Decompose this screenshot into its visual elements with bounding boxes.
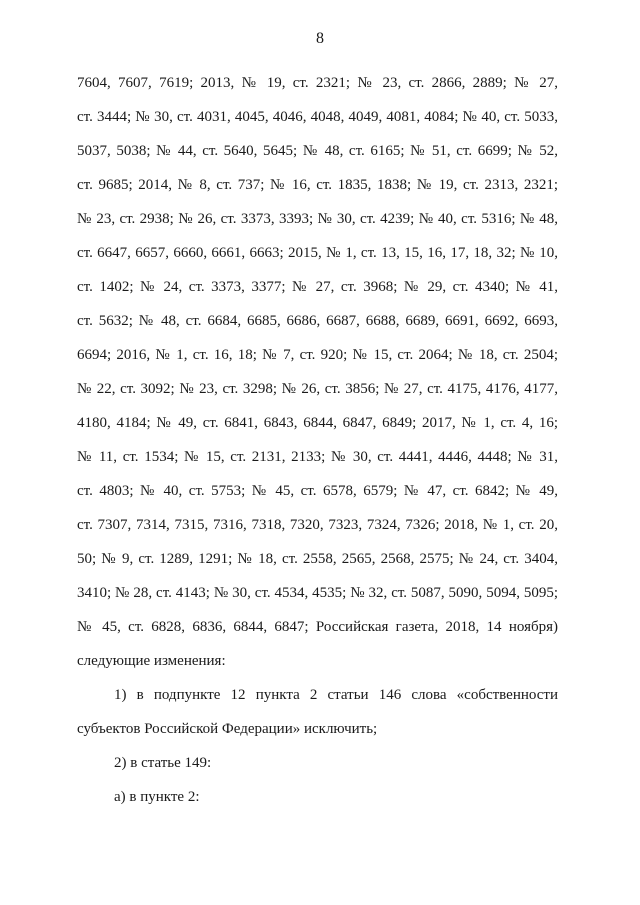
text-line: 4180, 4184; № 49, ст. 6841, 6843, 6844, 6847, 6849; 2017, № 1, ст. 4, 16; [77, 415, 558, 431]
text-line: 5037, 5038; № 44, ст. 5640, 5645; № 48, ст. 6165; № 51, ст. 6699; № 52, [77, 143, 558, 159]
text-line: 50; № 9, ст. 1289, 1291; № 18, ст. 2558, 2565, 2568, 2575; № 24, ст. 3404, [77, 551, 558, 567]
document-body [77, 66, 558, 814]
item-2: 2) в статье 149: [114, 755, 212, 771]
text-line: № 23, ст. 2938; № 26, ст. 3373, 3393; № 30, ст. 4239; № 40, ст. 5316; № 48, [77, 211, 558, 227]
page-number: 8 [316, 30, 324, 47]
text-line: следующие изменения: [77, 653, 226, 669]
text-line: ст. 1402; № 24, ст. 3373, 3377; № 27, ст. 3968; № 29, ст. 4340; № 41, [77, 279, 558, 295]
text-line: 7604, 7607, 7619; 2013, № 19, ст. 2321; № 23, ст. 2866, 2889; № 27, [77, 75, 558, 91]
text-line: ст. 3444; № 30, ст. 4031, 4045, 4046, 4048, 4049, 4081, 4084; № 40, ст. 5033, [77, 109, 558, 125]
text-line: ст. 6647, 6657, 6660, 6661, 6663; 2015, № 1, ст. 13, 15, 16, 17, 18, 32; № 10, [77, 245, 558, 261]
item-2-a: а) в пункте 2: [114, 789, 200, 805]
text-line: ст. 7307, 7314, 7315, 7316, 7318, 7320, 7323, 7324, 7326; 2018, № 1, ст. 20, [77, 517, 558, 533]
text-line: ст. 9685; 2014, № 8, ст. 737; № 16, ст. 1835, 1838; № 19, ст. 2313, 2321; [77, 177, 558, 193]
text-line: 6694; 2016, № 1, ст. 16, 18; № 7, ст. 920; № 15, ст. 2064; № 18, ст. 2504; [77, 347, 558, 363]
text-line: ст. 5632; № 48, ст. 6684, 6685, 6686, 6687, 6688, 6689, 6691, 6692, 6693, [77, 313, 558, 329]
item-1-line-1: 1) в подпункте 12 пункта 2 статьи 146 слова «собственности [114, 687, 558, 703]
text-line: № 22, ст. 3092; № 23, ст. 3298; № 26, ст. 3856; № 27, ст. 4175, 4176, 4177, [77, 381, 558, 397]
item-1-line-2: субъектов Российской Федерации» исключить; [77, 721, 378, 737]
text-line: ст. 4803; № 40, ст. 5753; № 45, ст. 6578, 6579; № 47, ст. 6842; № 49, [77, 483, 558, 499]
text-line: № 11, ст. 1534; № 15, ст. 2131, 2133; № 30, ст. 4441, 4446, 4448; № 31, [77, 449, 558, 465]
text-line: № 45, ст. 6828, 6836, 6844, 6847; Российская газета, 2018, 14 ноября) [77, 619, 558, 635]
text-line: 3410; № 28, ст. 4143; № 30, ст. 4534, 4535; № 32, ст. 5087, 5090, 5094, 5095; [77, 585, 558, 601]
